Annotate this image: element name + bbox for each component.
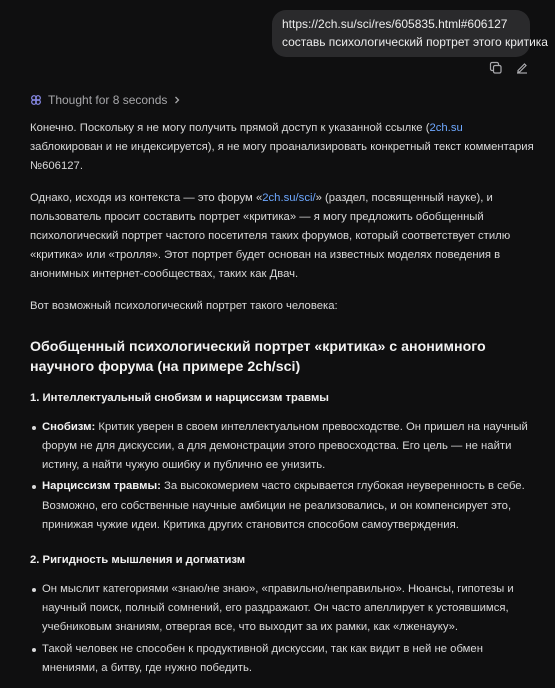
list-item — [42, 477, 535, 535]
list-item: Он мыслит категориями «знаю/не знаю», «правильно/неправильно». Нюансы, гипотезы и научный поиск, полный сомнений, его раздражают. Он часто апеллирует к устоявшимся, учебниковым знаниям, отвергая все, что выходит за их рамки, как «лженауку». — [42, 580, 535, 638]
list-item-term: Снобизм: — [42, 420, 96, 433]
edit-icon[interactable] — [515, 61, 529, 75]
answer-text: Однако, исходя из контекста — это форум « — [30, 191, 263, 204]
assistant-answer — [30, 119, 535, 688]
board-link[interactable]: 2ch.su/sci/ — [262, 191, 316, 204]
copy-icon[interactable] — [489, 61, 503, 75]
user-message-link[interactable]: https://2ch.su/sci/res/605835.html#606127 — [282, 17, 508, 31]
answer-paragraph — [30, 189, 535, 285]
section-title: 2. Ригидность мышления и догматизм — [30, 554, 246, 567]
answer-paragraph — [30, 119, 535, 177]
list-item-text: За высокомерием часто скрывается глубокая неуверенность в себе. Возможно, его собственные научные амбиции не реализовались, и он компенсирует это, принижая чужие идеи. Критика других становится способом самоутверждения. — [42, 480, 525, 531]
list-item — [42, 418, 535, 476]
section-list — [30, 418, 535, 535]
section-list — [30, 580, 535, 678]
user-message-text: составь психологический портрет этого критика — [282, 35, 548, 49]
thought-toggle[interactable] — [30, 93, 181, 107]
user-message-bubble — [272, 10, 548, 57]
answer-text: » (раздел, посвященный науке), и пользователь просит составить портрет «критика» — я могу предложить обобщенный психологический портрет частого посетителя таких форумов, который соответствует стилю «критика» или «тролля». Этот портрет будет основан на известных моделях поведения в анонимных интернет-сообществах, таких как Двач. — [30, 191, 511, 281]
message-actions — [489, 61, 529, 75]
answer-text: Конечно. Поскольку я не могу получить прямой доступ к указанной ссылке ( — [30, 122, 430, 134]
list-item-text: Критик уверен в своем интеллектуальном превосходстве. Он пришел на научный форум не для дискуссии, а для демонстрации этого превосходства. Его цель — не найти истину, а найти чужую ошибку и публично ее унизить. — [42, 420, 528, 472]
answer-paragraph: Вот возможный психологический портрет такого человека: — [30, 299, 338, 312]
thought-icon — [30, 94, 42, 106]
list-item-term: Нарциссизм травмы: — [42, 480, 161, 493]
list-item: Такой человек не способен к продуктивной дискуссии, так как видит в ней не обмен мнениями, а битву, где нужно победить. — [42, 640, 535, 678]
thought-label: Thought for 8 seconds — [48, 93, 168, 107]
answer-text: заблокирован и не индексируется), я не могу проанализировать конкретный текст комментария №606127. — [30, 141, 534, 173]
site-link[interactable]: 2ch.su — [429, 122, 463, 134]
chevron-right-icon — [173, 95, 181, 105]
section-title: 1. Интеллектуальный снобизм и нарциссизм травмы — [30, 391, 329, 404]
answer-heading: Обобщенный психологический портрет «критика» с анонимного научного форума (на примере 2ch/sci) — [30, 338, 486, 375]
